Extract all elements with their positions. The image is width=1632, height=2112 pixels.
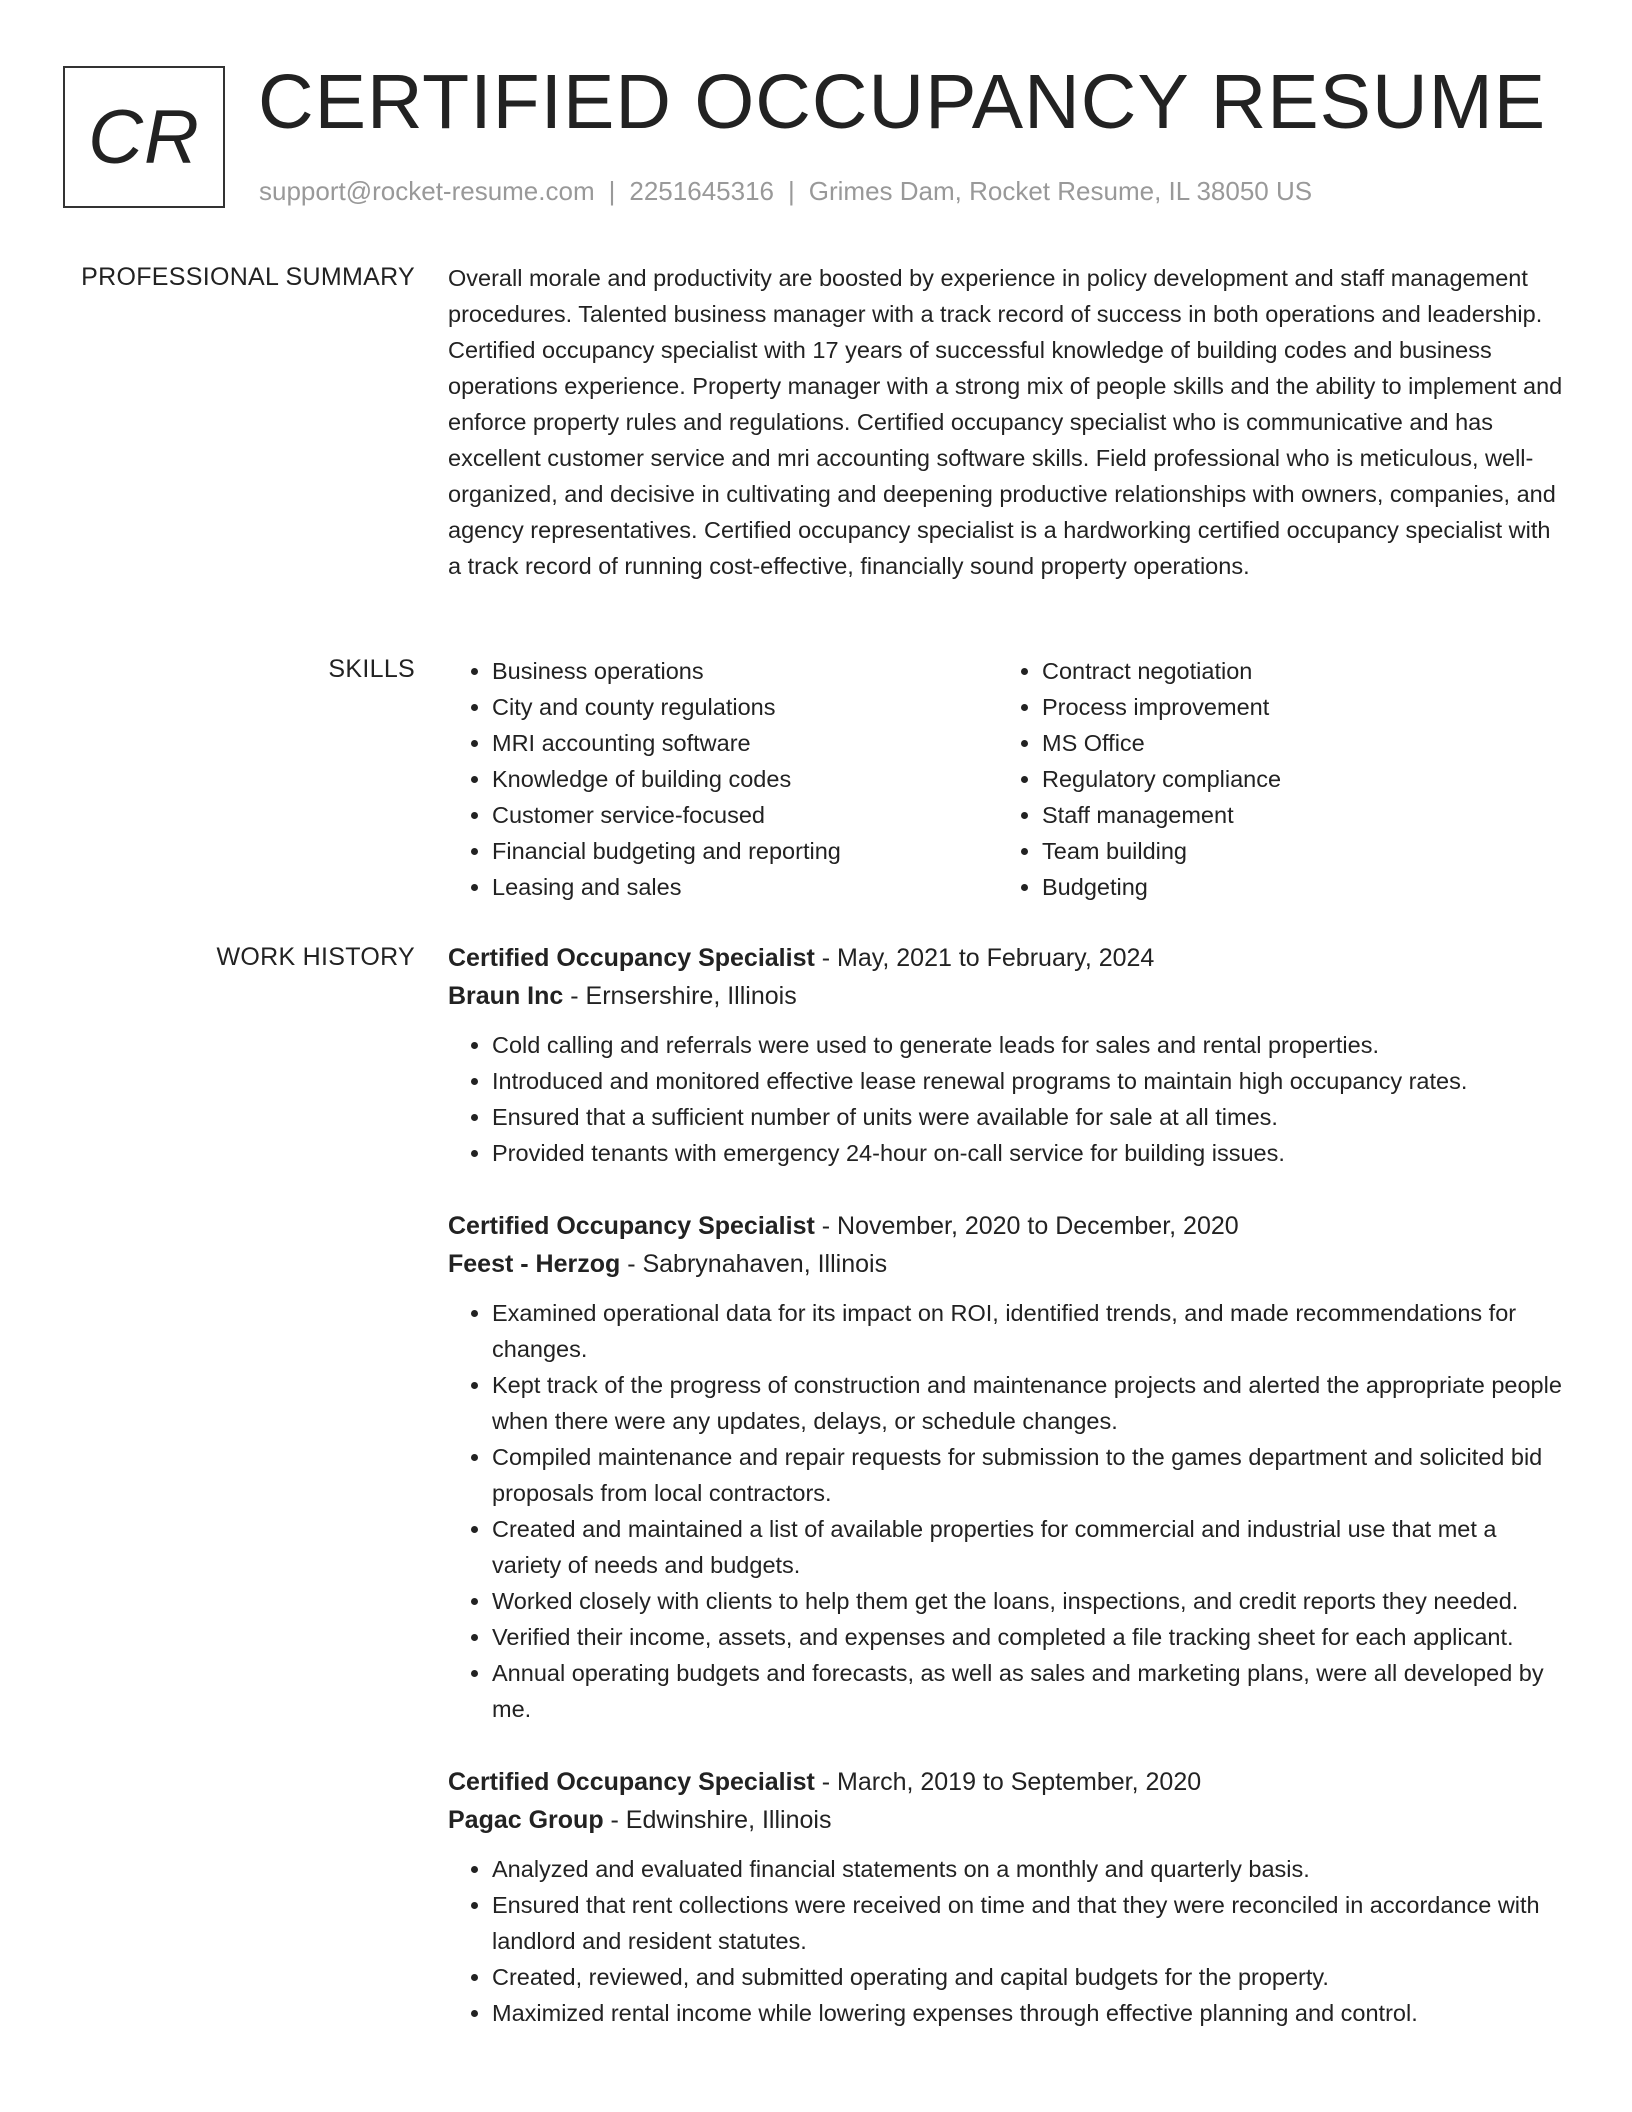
monogram-initials: CR [88, 94, 200, 180]
skills-heading: SKILLS [328, 655, 415, 683]
job-role: Certified Occupancy Specialist [448, 1768, 815, 1796]
job-bullets [448, 1851, 1568, 2031]
skill-item: • Financial budgeting and reporting [492, 833, 998, 869]
contact-phone: 2251645316 [629, 176, 774, 206]
job-bullets [448, 1295, 1568, 1727]
skills-body [448, 653, 1568, 905]
job-bullet: • Kept track of the progress of construction and maintenance projects and alerted the appropriate people when there were any updates, delays, or schedule changes. [492, 1367, 1568, 1439]
job-bullet: • Cold calling and referrals were used to generate leads for sales and rental properties. [492, 1027, 1568, 1063]
job-bullet: • Analyzed and evaluated financial statements on a monthly and quarterly basis. [492, 1851, 1568, 1887]
contact-line [259, 174, 1312, 208]
skill-item: • Budgeting [1042, 869, 1548, 905]
job-company-line [448, 1801, 1568, 1839]
job-company: Feest - Herzog [448, 1250, 621, 1278]
summary-body [448, 260, 1568, 584]
job-role: Certified Occupancy Specialist [448, 1212, 815, 1240]
job-location: - Sabrynahaven, Illinois [620, 1250, 888, 1278]
skill-item: • MS Office [1042, 725, 1548, 761]
skill-item: • Contract negotiation [1042, 653, 1548, 689]
work-history-heading: WORK HISTORY [216, 943, 415, 971]
job-bullet: • Provided tenants with emergency 24-hour on-call service for building issues. [492, 1135, 1568, 1171]
skills-list-right [998, 653, 1548, 905]
skill-item: • Leasing and sales [492, 869, 998, 905]
job-bullet: • Compiled maintenance and repair requests for submission to the games department and solicited bid proposals from local contractors. [492, 1439, 1568, 1511]
job-company: Pagac Group [448, 1806, 604, 1834]
job-bullet: • Created and maintained a list of available properties for commercial and industrial use that met a variety of needs and budgets. [492, 1511, 1568, 1583]
job-dates: - May, 2021 to February, 2024 [814, 944, 1155, 972]
job-bullet: • Introduced and monitored effective lease renewal programs to maintain high occupancy rates. [492, 1063, 1568, 1099]
job-dates: - November, 2020 to December, 2020 [814, 1212, 1239, 1240]
job-role: Certified Occupancy Specialist [448, 944, 815, 972]
job-role-line [448, 1207, 1568, 1245]
work-history-body [448, 939, 1568, 2067]
job-bullet: • Ensured that rent collections were received on time and that they were reconciled in accordance with landlord and resident statutes. [492, 1887, 1568, 1959]
skill-item: • Process improvement [1042, 689, 1548, 725]
summary-text: Overall morale and productivity are boosted by experience in policy development and staff management procedures. Talented business manager with a track record of success in both operations and leadership. Certified occupancy specialist with 17 years of successful knowledge of building codes and business operations experience. Property manager with a strong mix of people skills and the ability to implement and enforce property rules and regulations. Certified occupancy specialist who is communicative and has excellent customer service and mri accounting software skills. Field professional who is meticulous, well-organized, and decisive in cultivating and deepening productive relationships with owners, companies, and agency representatives. Certified occupancy specialist is a hardworking certified occupancy specialist with a track record of running cost-effective, financially sound property operations. [448, 265, 1563, 579]
monogram-badge [63, 66, 225, 208]
job-bullet: • Ensured that a sufficient number of units were available for sale at all times. [492, 1099, 1568, 1135]
job-entry [448, 1207, 1568, 1727]
job-entry [448, 1763, 1568, 2031]
skill-item: • Knowledge of building codes [492, 761, 998, 797]
job-company-line [448, 977, 1568, 1015]
job-role-line [448, 1763, 1568, 1801]
skill-item: • Business operations [492, 653, 998, 689]
skills-list-left [448, 653, 998, 905]
job-bullet: • Verified their income, assets, and expenses and completed a file tracking sheet for each applicant. [492, 1619, 1568, 1655]
job-bullet: • Created, reviewed, and submitted operating and capital budgets for the property. [492, 1959, 1568, 1995]
contact-separator: | [608, 176, 616, 206]
job-bullet: • Maximized rental income while lowering expenses through effective planning and control. [492, 1995, 1568, 2031]
contact-separator: | [788, 176, 795, 206]
skill-item: • Team building [1042, 833, 1548, 869]
job-location: - Ernsershire, Illinois [563, 982, 797, 1010]
resume-title: CERTIFIED OCCUPANCY RESUME [258, 59, 1547, 145]
skill-item: • MRI accounting software [492, 725, 998, 761]
job-company: Braun Inc [448, 982, 564, 1010]
contact-address: Grimes Dam, Rocket Resume, IL 38050 US [808, 176, 1313, 206]
job-bullet: • Worked closely with clients to help them get the loans, inspections, and credit reports they needed. [492, 1583, 1568, 1619]
job-role-line [448, 939, 1568, 977]
job-bullets [448, 1027, 1568, 1171]
job-bullet: • Annual operating budgets and forecasts, as well as sales and marketing plans, were all developed by me. [492, 1655, 1568, 1727]
job-location: - Edwinshire, Illinois [603, 1806, 832, 1834]
job-entry [448, 939, 1568, 1171]
summary-heading: PROFESSIONAL SUMMARY [81, 263, 415, 291]
job-dates: - March, 2019 to September, 2020 [814, 1768, 1202, 1796]
skill-item: • Staff management [1042, 797, 1548, 833]
contact-email: support@rocket-resume.com [259, 176, 595, 206]
skill-item: • City and county regulations [492, 689, 998, 725]
job-bullet: • Examined operational data for its impact on ROI, identified trends, and made recommendations for changes. [492, 1295, 1568, 1367]
skills-grid [448, 653, 1568, 905]
skill-item: • Customer service-focused [492, 797, 998, 833]
job-company-line [448, 1245, 1568, 1283]
skill-item: • Regulatory compliance [1042, 761, 1548, 797]
